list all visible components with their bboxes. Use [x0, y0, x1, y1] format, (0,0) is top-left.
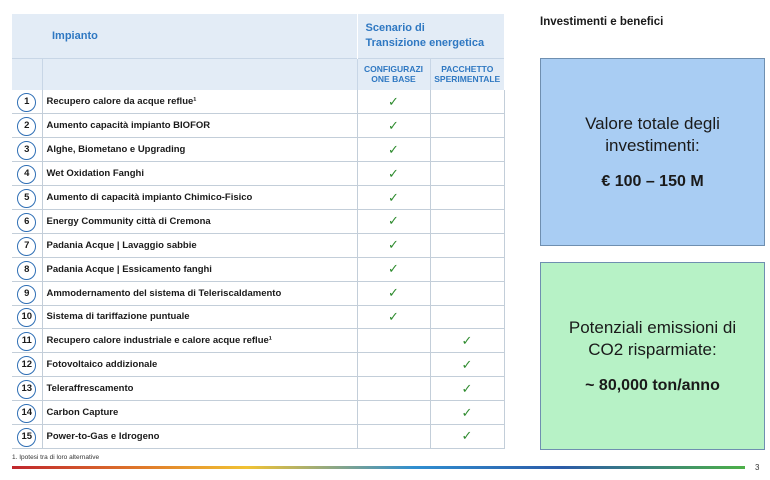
row-number-badge: 2 — [17, 117, 36, 136]
row-number-badge: 9 — [17, 285, 36, 304]
table-row — [12, 114, 504, 138]
row-number-badge: 13 — [17, 380, 36, 399]
row-number-badge: 15 — [17, 428, 36, 447]
table-row — [12, 138, 504, 162]
header-scenario-line1: Scenario di — [365, 21, 425, 34]
table-row — [12, 209, 504, 233]
plants-table-container — [12, 14, 504, 449]
emissions-label-line1: Potenziali emissioni di — [568, 318, 737, 337]
check-icon-base: ✓ — [388, 117, 399, 133]
check-icon-base: ✓ — [388, 141, 399, 157]
plant-name: Aumento di capacità impianto Chimico-Fisico — [42, 186, 357, 210]
investment-label-line1: Valore totale degli — [585, 114, 720, 133]
plant-name: Ammodernamento del sistema di Teleriscaldamento — [42, 281, 357, 305]
header-configurazione-base: CONFIGURAZI ONE BASE — [357, 58, 430, 90]
emissions-label-line2: CO2 risparmiate: — [588, 340, 717, 359]
plants-table — [12, 14, 505, 449]
plant-name: Fotovoltaico addizionale — [42, 353, 357, 377]
row-number-badge: 14 — [17, 404, 36, 423]
table-row — [12, 233, 504, 257]
check-icon-sperimentale: ✓ — [461, 428, 473, 444]
table-header-row — [12, 14, 504, 58]
check-icon-base: ✓ — [388, 261, 399, 277]
row-number-badge: 10 — [17, 308, 36, 327]
header-impianto: Impianto — [42, 14, 357, 58]
table-body — [12, 90, 504, 448]
row-number-badge: 5 — [17, 189, 36, 208]
plant-name: Energy Community città di Cremona — [42, 209, 357, 233]
table-row — [12, 90, 504, 114]
table-row — [12, 305, 504, 329]
table-row — [12, 401, 504, 425]
investment-label-line2: investimenti: — [605, 136, 700, 155]
row-number-badge: 3 — [17, 141, 36, 160]
row-number-badge: 6 — [17, 213, 36, 232]
row-number-badge: 7 — [17, 237, 36, 256]
table-row — [12, 281, 504, 305]
plant-name: Carbon Capture — [42, 401, 357, 425]
header-pacchetto-sperimentale: PACCHETTO SPERIMENTALE — [430, 58, 504, 90]
table-row — [12, 257, 504, 281]
plant-name: Sistema di tariffazione puntuale — [42, 305, 357, 329]
bottom-color-bar — [12, 466, 745, 469]
header-scenario — [357, 14, 504, 58]
table-row — [12, 353, 504, 377]
plant-name: Recupero calore da acque reflue¹ — [42, 90, 357, 114]
table-row — [12, 329, 504, 353]
plant-name: Aumento capacità impianto BIOFOR — [42, 114, 357, 138]
header-scenario-line2: Transizione energetica — [365, 36, 485, 49]
table-subheader-row — [12, 58, 504, 90]
check-icon-base: ✓ — [388, 308, 399, 324]
investment-box — [540, 58, 765, 246]
row-number-badge: 11 — [17, 332, 36, 351]
table-row — [12, 186, 504, 210]
row-number-badge: 12 — [17, 356, 36, 375]
table-row — [12, 377, 504, 401]
check-icon-base: ✓ — [388, 93, 399, 109]
plant-name: Recupero calore industriale e calore acque reflue¹ — [42, 329, 357, 353]
side-title: Investimenti e benefici — [540, 16, 664, 28]
page-number: 3 — [755, 463, 760, 472]
check-icon-base: ✓ — [388, 213, 399, 229]
check-icon-sperimentale: ✓ — [461, 404, 473, 420]
plant-name: Wet Oxidation Fanghi — [42, 162, 357, 186]
check-icon-sperimentale: ✓ — [461, 356, 473, 372]
check-icon-sperimentale: ✓ — [461, 380, 473, 396]
plant-name: Padania Acque | Lavaggio sabbie — [42, 233, 357, 257]
row-number-badge: 4 — [17, 165, 36, 184]
plant-name: Power-to-Gas e Idrogeno — [42, 424, 357, 448]
row-number-badge: 1 — [17, 93, 36, 112]
table-row — [12, 162, 504, 186]
plant-name: Alghe, Biometano e Upgrading — [42, 138, 357, 162]
table-row — [12, 424, 504, 448]
emissions-box — [540, 262, 765, 450]
check-icon-base: ✓ — [388, 285, 399, 301]
check-icon-base: ✓ — [388, 165, 399, 181]
check-icon-base: ✓ — [388, 237, 399, 253]
plant-name: Padania Acque | Essicamento fanghi — [42, 257, 357, 281]
check-icon-sperimentale: ✓ — [461, 332, 473, 348]
plant-name: Teleraffrescamento — [42, 377, 357, 401]
row-number-badge: 8 — [17, 261, 36, 280]
footnote: 1. Ipotesi tra di loro alternative — [12, 454, 100, 461]
investment-value: € 100 – 150 M — [601, 173, 704, 190]
check-icon-base: ✓ — [388, 189, 399, 205]
emissions-value: ~ 80,000 ton/anno — [585, 377, 720, 394]
